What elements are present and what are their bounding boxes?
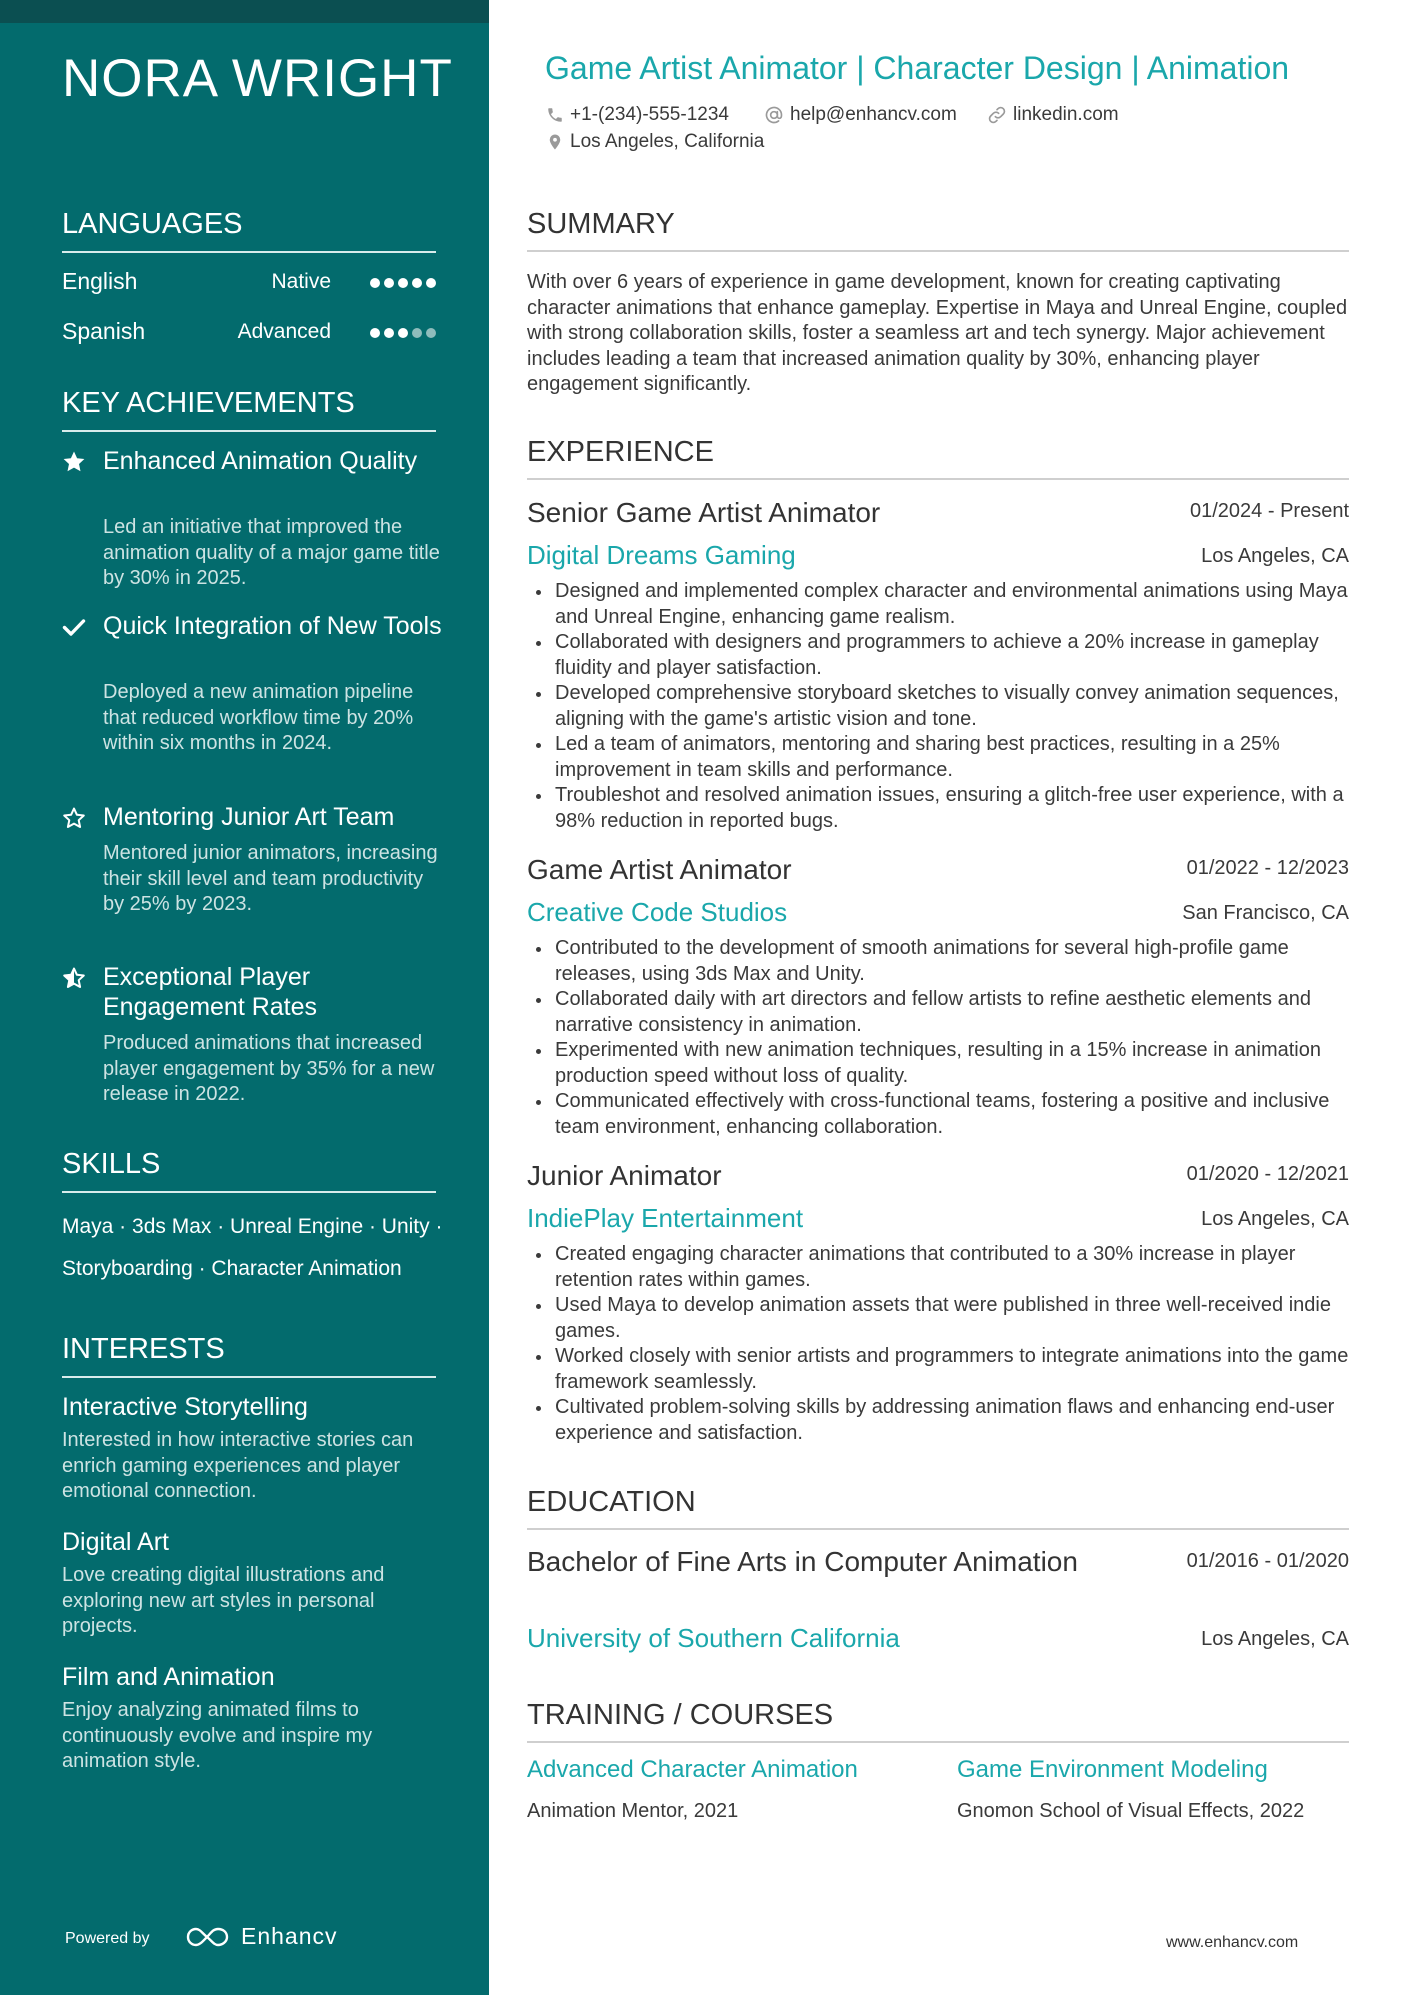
rating-dot-filled [370,278,380,288]
skills-heading: SKILLS [62,1148,436,1193]
linkedin-text: linkedin.com [1013,104,1119,125]
interest-title: Film and Animation [62,1663,275,1691]
job-bullet: Communicated effectively with cross-functional teams, fostering a positive and inclusive team environment, enhancing collaboration. [527,1089,1349,1140]
interest-item [62,1392,447,1505]
experience-heading: EXPERIENCE [527,436,1349,480]
rating-dot-filled [412,278,422,288]
summary-heading: SUMMARY [527,208,1349,252]
achievement-title: Enhanced Animation Quality [103,447,418,475]
course-item [957,1756,1304,1823]
job-bullet: Collaborated daily with art directors and fellow artists to refine aesthetic elements and narrative consistency in animation. [527,987,1349,1038]
location-pin-icon [546,132,564,152]
achievements-heading: KEY ACHIEVEMENTS [62,387,436,432]
rating-dot-empty [426,328,436,338]
job-title: Game Artist Animator [527,854,792,885]
interest-item [62,1662,447,1775]
job-company: Creative Code Studios [527,897,788,927]
enhancv-logo[interactable] [185,1923,338,1950]
rating-dot-filled [384,328,394,338]
school-name: University of Southern California [527,1623,900,1653]
achievement-desc: Deployed a new animation pipeline that reduced workflow time by 20% within six months in 2024. [103,681,414,754]
job-dates: 01/2024 - Present [1190,500,1349,522]
star-half-icon [62,966,86,990]
contact-location [546,131,764,153]
training-heading: TRAINING / COURSES [527,1699,1349,1743]
job-bullets [527,936,1349,1140]
interest-desc: Interested in how interactive stories can enrich gaming experiences and player emotional connection. [62,1429,414,1502]
sidebar-top-bar [0,0,489,23]
footer-website-link[interactable]: www.enhancv.com [1166,1934,1299,1951]
achievement-desc: Produced animations that increased player engagement by 35% for a new release in 2022. [103,1032,435,1105]
rating-dot-filled [370,328,380,338]
job-bullet: Troubleshot and resolved animation issues, ensuring a glitch-free user experience, with a 98% reduction in reported bugs. [527,783,1349,834]
course-title: Advanced Character Animation [527,1756,858,1783]
sidebar [0,0,489,1995]
achievement-desc: Mentored junior animators, increasing their skill level and team productivity by 25% by 2023. [103,842,438,915]
job-bullet: Collaborated with designers and programmers to achieve a 20% increase in gameplay fluidity and player satisfaction. [527,630,1349,681]
powered-by-label: Powered by [65,1930,150,1947]
education-dates: 01/2016 - 01/2020 [1186,1550,1349,1572]
job-bullet: Contributed to the development of smooth animations for several high-profile game releases, using 3ds Max and Unity. [527,936,1349,987]
email-text: help@enhancv.com [790,104,957,125]
candidate-name: NORA WRIGHT [62,49,453,108]
enhancv-logo-text: Enhancv [241,1923,338,1949]
language-level: Advanced [237,320,331,343]
language-row [62,268,436,302]
job-bullets [527,579,1349,834]
enhancv-logo-icon [185,1925,231,1949]
at-sign-icon [764,105,784,125]
job-bullet: Cultivated problem-solving skills by addressing animation flaws and enhancing end-user experience and satisfaction. [527,1395,1349,1446]
phone-icon [546,106,564,124]
education-location: Los Angeles, CA [1201,1628,1349,1650]
job-bullets [527,1242,1349,1446]
course-title: Game Environment Modeling [957,1756,1268,1783]
job-title: Junior Animator [527,1160,722,1191]
job-bullet: Led a team of animators, mentoring and sharing best practices, resulting in a 25% improvement in team skills and performance. [527,732,1349,783]
course-provider: Animation Mentor, 2021 [527,1800,739,1822]
language-level: Native [271,270,331,293]
star-outline-icon [62,806,86,830]
checkmark-icon [62,615,86,639]
rating-dot-empty [412,328,422,338]
contact-linkedin[interactable] [987,104,1119,126]
interests-heading: INTERESTS [62,1333,436,1378]
achievement-title: Mentoring Junior Art Team [103,803,395,831]
language-row [62,318,436,352]
rating-dot-filled [426,278,436,288]
interest-title: Interactive Storytelling [62,1393,308,1421]
language-name: Spanish [62,318,146,344]
interest-desc: Love creating digital illustrations and exploring new art styles in personal projects. [62,1564,385,1637]
rating-dot-filled [384,278,394,288]
interest-desc: Enjoy analyzing animated films to continuously evolve and inspire my animation style. [62,1699,373,1772]
job-bullet: Used Maya to develop animation assets that were published in three well-received indie games. [527,1293,1349,1344]
languages-heading: LANGUAGES [62,208,436,253]
job-company: IndiePlay Entertainment [527,1203,804,1233]
rating-dot-filled [398,278,408,288]
job-bullet: Experimented with new animation techniques, resulting in a 15% increase in animation production speed without loss of quality. [527,1038,1349,1089]
language-rating [370,328,436,338]
job-location: Los Angeles, CA [1201,545,1349,567]
link-icon [987,105,1007,125]
achievement-title: Exceptional Player Engagement Rates [103,963,318,1021]
job-bullet: Designed and implemented complex character and environmental animations using Maya and Unreal Engine, enhancing game realism. [527,579,1349,630]
summary-text: With over 6 years of experience in game development, known for creating captivating character animations that enhance gameplay. Expertise in Maya and Unreal Engine, coupled with strong collaboration skills, foster a seamless art and tech synergy. Major achievement includes leading a team that increased animation quality by 30%, enhancing player engagement significantly. [527,271,1348,395]
star-filled-icon [62,450,86,474]
job-title: Senior Game Artist Animator [527,497,881,528]
job-location: San Francisco, CA [1182,902,1349,924]
contact-phone [546,104,729,126]
interest-title: Digital Art [62,1528,169,1556]
achievement-desc: Led an initiative that improved the animation quality of a major game title by 30% in 2025. [103,516,440,589]
language-rating [370,278,436,288]
interest-item [62,1527,447,1640]
skills-list: Maya · 3ds Max · Unreal Engine · Unity · Storyboarding · Character Animation [62,1215,443,1280]
job-dates: 01/2022 - 12/2023 [1186,857,1349,879]
location-text: Los Angeles, California [570,131,765,152]
course-item [527,1756,858,1823]
job-dates: 01/2020 - 12/2021 [1186,1163,1349,1185]
language-name: English [62,268,138,294]
contact-email[interactable] [764,104,957,126]
job-location: Los Angeles, CA [1201,1208,1349,1230]
job-bullet: Created engaging character animations that contributed to a 30% increase in player retention rates within games. [527,1242,1349,1293]
headline: Game Artist Animator | Character Design | Animation [545,50,1290,86]
phone-text: +1-(234)-555-1234 [570,104,729,125]
job-bullet: Developed comprehensive storyboard sketches to visually convey animation sequences, aligning with the game's artistic vision and tone. [527,681,1349,732]
education-heading: EDUCATION [527,1486,1349,1530]
job-company: Digital Dreams Gaming [527,540,796,570]
job-bullet: Worked closely with senior artists and programmers to integrate animations into the game framework seamlessly. [527,1344,1349,1395]
achievement-title: Quick Integration of New Tools [103,612,442,640]
degree-title: Bachelor of Fine Arts in Computer Animation [527,1546,1078,1577]
rating-dot-filled [398,328,408,338]
course-provider: Gnomon School of Visual Effects, 2022 [957,1800,1305,1822]
